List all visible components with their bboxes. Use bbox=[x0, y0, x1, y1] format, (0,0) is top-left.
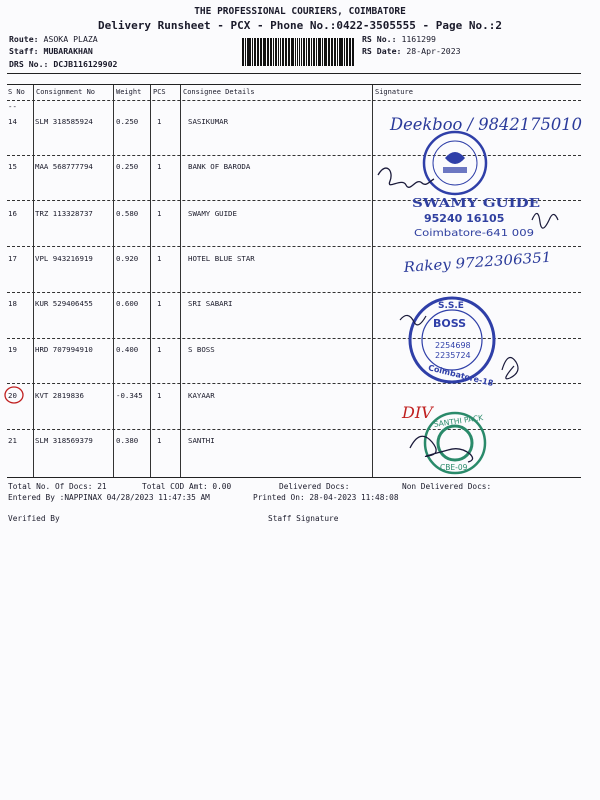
col-pcs: PCS bbox=[153, 88, 166, 96]
barcode-bar bbox=[254, 38, 256, 66]
total-cod-value: 0.00 bbox=[212, 482, 232, 491]
barcode-bar bbox=[322, 38, 323, 66]
row-consignee: BANK OF BARODA bbox=[188, 162, 251, 171]
col-divider bbox=[150, 85, 151, 478]
barcode-bar bbox=[346, 38, 348, 66]
barcode-bar bbox=[318, 38, 319, 66]
table-bottom-rule bbox=[7, 477, 581, 478]
row-consignment: VPL 943216919 bbox=[35, 254, 93, 263]
row-consignee: S BOSS bbox=[188, 345, 215, 354]
row-pcs: 1 bbox=[157, 345, 162, 354]
drs-label: DRS No.: bbox=[9, 59, 49, 69]
barcode-bar bbox=[297, 38, 299, 66]
barcode-bar bbox=[245, 38, 246, 66]
route-label: Route: bbox=[9, 34, 39, 44]
barcode bbox=[242, 38, 354, 66]
row-weight: 0.380 bbox=[116, 436, 139, 445]
staff-line bbox=[9, 46, 93, 56]
entered-by-label: Entered By : bbox=[8, 493, 65, 502]
col-weight: Weight bbox=[116, 88, 142, 96]
row-pcs: 1 bbox=[157, 254, 162, 263]
row-divider bbox=[7, 429, 581, 430]
col-divider bbox=[33, 85, 34, 478]
barcode-bar bbox=[268, 38, 269, 66]
row-sno: 17 bbox=[8, 254, 17, 263]
barcode-bar bbox=[270, 38, 272, 66]
row-consignment: SLM 318585924 bbox=[35, 117, 93, 126]
bank-stamp bbox=[424, 132, 486, 194]
total-cod-label: Total COD Amt: bbox=[142, 482, 208, 491]
row-consignment: TRZ 113328737 bbox=[35, 209, 93, 218]
row-consignee: SASIKUMAR bbox=[188, 117, 229, 126]
barcode-bar bbox=[324, 38, 327, 66]
stamp-text: SANTHI PACK bbox=[433, 413, 484, 429]
barcode-bar bbox=[311, 38, 312, 66]
row-pcs: 1 bbox=[157, 117, 162, 126]
col-divider bbox=[372, 85, 373, 478]
handwritten-note: DIV bbox=[402, 403, 433, 422]
rs-date-value: 28-Apr-2023 bbox=[406, 46, 461, 56]
route-line bbox=[9, 34, 98, 44]
row-weight: 0.250 bbox=[116, 117, 139, 126]
staff-value: MUBARAKHAN bbox=[43, 46, 93, 56]
barcode-bar bbox=[257, 38, 258, 66]
barcode-bar bbox=[340, 38, 343, 66]
stamp-text: Coimbatore-18 bbox=[427, 363, 495, 389]
row-consignee: HOTEL BLUE STAR bbox=[188, 254, 255, 263]
company-title: THE PROFESSIONAL COURIERS, COIMBATORE bbox=[194, 6, 406, 17]
row-sno: 14 bbox=[8, 117, 17, 126]
rs-no-label: RS No.: bbox=[362, 34, 397, 44]
barcode-bar bbox=[328, 38, 329, 66]
rs-no-line bbox=[362, 34, 436, 44]
stamp-text: Coimbatore-641 009 bbox=[414, 228, 534, 239]
total-docs-label: Total No. Of Docs: bbox=[8, 482, 93, 491]
col-sno: S No bbox=[8, 88, 25, 96]
row-consignment: KVT 2819836 bbox=[35, 391, 84, 400]
barcode-bar bbox=[242, 38, 244, 66]
santhi-pack-stamp bbox=[410, 413, 485, 473]
column-header-rule bbox=[7, 100, 581, 101]
barcode-bar bbox=[263, 38, 266, 66]
barcode-bar bbox=[319, 38, 321, 66]
barcode-bar bbox=[306, 38, 307, 66]
row-consignment: HRD 707994910 bbox=[35, 345, 93, 354]
rs-date-label: RS Date: bbox=[362, 46, 402, 56]
barcode-bar bbox=[331, 38, 333, 66]
drs-line bbox=[9, 59, 117, 69]
row-sno: 16 bbox=[8, 209, 17, 218]
bank-logo-icon bbox=[445, 152, 465, 164]
barcode-bar bbox=[308, 38, 311, 66]
barcode-bar bbox=[313, 38, 315, 66]
row-pcs: 1 bbox=[157, 391, 162, 400]
row-pcs: 1 bbox=[157, 299, 162, 308]
row-divider bbox=[7, 383, 581, 384]
stamp-text: 95240 16105 bbox=[424, 212, 505, 225]
stamp-text: CBE-09 bbox=[440, 463, 468, 472]
totals-line bbox=[8, 482, 107, 491]
rs-date-line bbox=[362, 46, 461, 56]
row-weight: 0.600 bbox=[116, 299, 139, 308]
row-sno: 15 bbox=[8, 162, 17, 171]
row-consignee: SWAMY GUIDE bbox=[188, 209, 237, 218]
non-delivered-docs-label: Non Delivered Docs: bbox=[402, 482, 492, 491]
staff-signature: Staff Signature bbox=[268, 514, 339, 523]
row-consignee: SANTHI bbox=[188, 436, 215, 445]
row-divider bbox=[7, 292, 581, 293]
route-value: ASOKA PLAZA bbox=[43, 34, 98, 44]
handwritten-phone: Deekboo / 9842175010 bbox=[389, 115, 583, 135]
total-docs-value: 21 bbox=[97, 482, 107, 491]
row-weight: -0.345 bbox=[116, 391, 143, 400]
barcode-bar bbox=[316, 38, 317, 66]
col-consignment: Consignment No bbox=[36, 88, 96, 96]
runsheet-subtitle: Delivery Runsheet - PCX - Phone No.:0422-3505555 - Page No.:2 bbox=[98, 19, 502, 32]
barcode-bar bbox=[337, 38, 338, 66]
col-divider bbox=[180, 85, 181, 478]
barcode-bar bbox=[339, 38, 340, 66]
row-consignment: SLM 318569379 bbox=[35, 436, 93, 445]
rs-no-value: 1161299 bbox=[401, 34, 436, 44]
barcode-bar bbox=[344, 38, 345, 66]
table-top-rule bbox=[7, 84, 581, 85]
row-consignee: SRI SABARI bbox=[188, 299, 233, 308]
barcode-bar bbox=[291, 38, 294, 66]
barcode-bar bbox=[288, 38, 289, 66]
row-sno: 19 bbox=[8, 345, 17, 354]
stamp-text: BOSS bbox=[433, 317, 467, 330]
barcode-bar bbox=[278, 38, 279, 66]
barcode-bar bbox=[275, 38, 278, 66]
barcode-bar bbox=[295, 38, 296, 66]
barcode-bar bbox=[349, 38, 350, 66]
stamp-text: 2235724 bbox=[435, 351, 471, 360]
row-weight: 0.250 bbox=[116, 162, 139, 171]
row-sno: 21 bbox=[8, 436, 17, 445]
sse-boss-stamp bbox=[400, 298, 518, 388]
barcode-bar bbox=[282, 38, 284, 66]
printed-on-line bbox=[253, 493, 399, 502]
row-consignment: MAA 568777794 bbox=[35, 162, 93, 171]
barcode-bar bbox=[299, 38, 300, 66]
printed-on-label: Printed On: bbox=[253, 493, 305, 502]
row-pcs: 1 bbox=[157, 209, 162, 218]
barcode-bar bbox=[267, 38, 268, 66]
delivered-docs-label: Delivered Docs: bbox=[279, 482, 350, 491]
barcode-bar bbox=[334, 38, 336, 66]
verified-by: Verified By bbox=[8, 514, 60, 523]
entered-by-value: NAPPINAX 04/28/2023 11:47:35 AM bbox=[64, 493, 210, 502]
col-divider bbox=[113, 85, 114, 478]
barcode-bar bbox=[350, 38, 351, 66]
row-consignment: KUR 529406455 bbox=[35, 299, 93, 308]
col-consignee: Consignee Details bbox=[183, 88, 255, 96]
cod-line bbox=[142, 482, 231, 491]
row-consignee: KAYAAR bbox=[188, 391, 215, 400]
row-sno: 20 bbox=[8, 391, 17, 400]
barcode-bar bbox=[248, 38, 251, 66]
header-rule bbox=[7, 73, 581, 74]
handwritten-phone: Rakey 9722306351 bbox=[403, 250, 542, 276]
barcode-bar bbox=[258, 38, 259, 66]
barcode-bar bbox=[285, 38, 287, 66]
staff-label: Staff: bbox=[9, 46, 39, 56]
entered-by-line bbox=[8, 493, 210, 502]
drs-value: DCJB116129902 bbox=[53, 59, 118, 69]
row-weight: 0.400 bbox=[116, 345, 139, 354]
barcode-bar bbox=[252, 38, 253, 66]
barcode-bar bbox=[247, 38, 248, 66]
row-divider bbox=[7, 200, 581, 201]
row-weight: 0.580 bbox=[116, 209, 139, 218]
row-pcs: 1 bbox=[157, 436, 162, 445]
barcode-bar bbox=[329, 38, 330, 66]
row-pcs: 1 bbox=[157, 162, 162, 171]
barcode-bar bbox=[303, 38, 305, 66]
row-divider bbox=[7, 155, 581, 156]
barcode-bar bbox=[289, 38, 290, 66]
barcode-bar bbox=[280, 38, 281, 66]
stamp-text: SWAMY GUIDE bbox=[412, 195, 540, 210]
row-sno: 18 bbox=[8, 299, 17, 308]
stamp-text: 2254698 bbox=[435, 341, 471, 350]
signature-scribble bbox=[378, 168, 434, 187]
barcode-bar bbox=[273, 38, 274, 66]
row-weight: 0.920 bbox=[116, 254, 139, 263]
barcode-bar bbox=[260, 38, 262, 66]
stamp-text: S.S.E bbox=[438, 301, 464, 311]
barcode-bar bbox=[352, 38, 354, 66]
col-signature: Signature bbox=[375, 88, 413, 96]
row-divider bbox=[7, 338, 581, 339]
barcode-bar bbox=[301, 38, 302, 66]
row-divider bbox=[7, 246, 581, 247]
swamy-guide-stamp bbox=[412, 195, 558, 239]
printed-on-value: 28-04-2023 11:48:08 bbox=[309, 493, 399, 502]
